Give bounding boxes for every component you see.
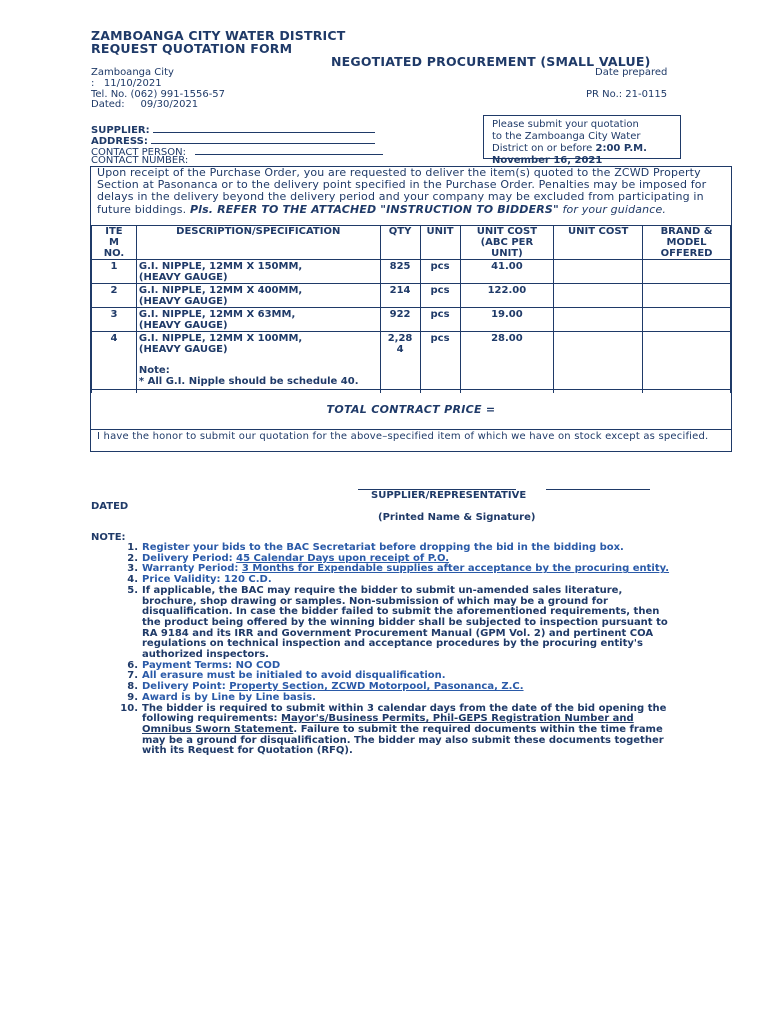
item-no-cell: 3 bbox=[92, 308, 137, 332]
qty-cell: 2,28 4 bbox=[380, 332, 420, 394]
description-cell: G.I. NIPPLE, 12MM X 100MM, (HEAVY GAUGE) Note: * All G.I. Nipple should be schedule 40. bbox=[136, 332, 380, 394]
qty-cell: 922 bbox=[380, 308, 420, 332]
dated-line bbox=[91, 99, 198, 110]
contact-person-blank[interactable] bbox=[195, 145, 383, 155]
header-description: DESCRIPTION/SPECIFICATION bbox=[136, 226, 380, 260]
header-qty: QTY bbox=[380, 226, 420, 260]
notice-line-2: to the Zamboanga City Water bbox=[492, 131, 641, 142]
note-item: 3. Warranty Period: 3 Months for Expendable supplies after acceptance by the procuring entity. bbox=[127, 563, 670, 575]
date-line bbox=[91, 78, 162, 89]
item-no-cell: 2 bbox=[92, 284, 137, 308]
procurement-type: NEGOTIATED PROCUREMENT (SMALL VALUE) bbox=[331, 54, 651, 69]
honor-statement: I have the honor to submit our quotation for the above–specified item of which we have on stock except as specified. bbox=[91, 429, 731, 443]
table-header-row bbox=[92, 226, 731, 260]
table-row bbox=[92, 332, 731, 394]
unit-cost-cell[interactable] bbox=[554, 308, 643, 332]
supplier-blank[interactable] bbox=[153, 123, 375, 133]
contact-person-label: CONTACT PERSON: bbox=[91, 147, 186, 158]
description-cell: G.I. NIPPLE, 12MM X 400MM, (HEAVY GAUGE) bbox=[136, 284, 380, 308]
address-blank[interactable] bbox=[151, 134, 375, 144]
unit-cell: pcs bbox=[420, 332, 460, 394]
dated-label: Dated: bbox=[91, 99, 125, 110]
tel-number: Tel. No. (062) 991-1556-57 bbox=[91, 89, 226, 100]
qty-cell: 214 bbox=[380, 284, 420, 308]
notice-line-1: Please submit your quotation bbox=[492, 119, 639, 130]
table-row bbox=[92, 308, 731, 332]
description-cell: G.I. NIPPLE, 12MM X 150MM, (HEAVY GAUGE) bbox=[136, 260, 380, 284]
header-item-no: ITE M NO. bbox=[92, 226, 137, 260]
contact-number-field[interactable] bbox=[91, 155, 188, 166]
city: Zamboanga City bbox=[91, 67, 174, 78]
brand-cell[interactable] bbox=[643, 260, 731, 284]
note-heading: Note: bbox=[138, 365, 170, 376]
note-item: 4. Price Validity: 120 C.D. bbox=[127, 574, 272, 586]
note-item: 7. All erasure must be initialed to avoid disqualification. bbox=[127, 670, 446, 682]
notice-line-4: November 16, 2021 bbox=[492, 155, 603, 166]
brand-cell[interactable] bbox=[643, 308, 731, 332]
abc-cell: 122.00 bbox=[460, 284, 554, 308]
unit-cell: pcs bbox=[420, 308, 460, 332]
notice-line-3: District on or before 2:00 P.M. bbox=[492, 143, 647, 154]
table-row bbox=[92, 284, 731, 308]
supplier-representative-label: SUPPLIER/REPRESENTATIVE bbox=[371, 490, 527, 501]
item-no-cell: 4 bbox=[92, 332, 137, 394]
qty-cell: 825 bbox=[380, 260, 420, 284]
total-contract-price-label: TOTAL CONTRACT PRICE = bbox=[326, 403, 496, 416]
contact-number-label: CONTACT NUMBER: bbox=[91, 155, 189, 166]
header-unit: UNIT bbox=[420, 226, 460, 260]
org-title: ZAMBOANGA CITY WATER DISTRICT bbox=[91, 28, 346, 43]
quotation-table-box bbox=[90, 166, 732, 452]
signature-line-2 bbox=[546, 489, 650, 490]
date-colon: : bbox=[91, 78, 95, 89]
note-item: 8. Delivery Point: Property Section, ZCWD Motorpool, Pasonanca, Z.C. bbox=[127, 681, 524, 693]
submission-notice-box bbox=[483, 115, 681, 166]
note-item: 5. If applicable, the BAC may require the bidder to submit un-amended sales literature, brochure, shop drawing or samples. Non-submission of which may be a ground for disqualification. In case the bidder failed to submit the aforementioned requirements, then the product being offered by the winning bidder shall be subjected to inspection pursuant to RA 9184 and its IRR and Government Procurement Manual (GPM Vol. 2) and pertinent COA regulations on technical inspection and acceptance procedures by the procuring entity's authorized inspectors. bbox=[127, 584, 668, 661]
note-item: 9. Award is by Line by Line basis. bbox=[127, 691, 316, 703]
dated-value: 09/30/2021 bbox=[140, 99, 199, 110]
total-row bbox=[91, 389, 731, 430]
date-value: 11/10/2021 bbox=[103, 78, 162, 89]
header-abc: UNIT COST (ABC PER UNIT) bbox=[460, 226, 554, 260]
unit-cell: pcs bbox=[420, 260, 460, 284]
unit-cost-cell[interactable] bbox=[554, 284, 643, 308]
abc-cell: 19.00 bbox=[460, 308, 554, 332]
items-table bbox=[91, 225, 731, 393]
brand-cell[interactable] bbox=[643, 332, 731, 394]
note-item: 10. The bidder is required to submit within 3 calendar days from the date of the bid opening the following requirements: Mayor's/Business Permits, Phil-GEPS Registration Number and Omnibus Sworn Statement. Failure to submit the required documents within the time frame may be a ground for disqualification. The bidder may also submit these documents together with its Request for Quotation (RFQ). bbox=[120, 702, 667, 757]
unit-cost-cell[interactable] bbox=[554, 332, 643, 394]
printed-name-label: (Printed Name & Signature) bbox=[378, 512, 536, 523]
unit-cost-cell[interactable] bbox=[554, 260, 643, 284]
intro-paragraph: Upon receipt of the Purchase Order, you are requested to deliver the item(s) quoted to the ZCWD Property Section at Pasonanca or to the delivery point specified in the Purchase Order. Penalties may be imposed for delays in the delivery beyond the delivery period and your company may be excluded from participating in future biddings. Pls. REFER TO THE ATTACHED "INSTRUCTION TO BIDDERS" for your guidance. bbox=[97, 166, 707, 216]
unit-cell: pcs bbox=[420, 284, 460, 308]
note-label: NOTE: bbox=[91, 532, 126, 543]
pr-number: PR No.: 21-0115 bbox=[586, 89, 668, 100]
brand-cell[interactable] bbox=[643, 284, 731, 308]
note-list bbox=[118, 543, 678, 757]
dated-signature-label: DATED bbox=[91, 501, 129, 512]
note-item: 2. Delivery Period: 45 Calendar Days upon receipt of P.O. bbox=[127, 552, 450, 564]
note-item: 1. Register your bids to the BAC Secretariat before dropping the bid in the bidding box. bbox=[127, 542, 624, 553]
date-prepared: Date prepared bbox=[595, 67, 668, 78]
note-item: 6. Payment Terms: NO COD bbox=[127, 659, 281, 671]
abc-cell: 28.00 bbox=[460, 332, 554, 394]
note-text: * All G.I. Nipple should be schedule 40. bbox=[138, 376, 359, 387]
abc-cell: 41.00 bbox=[460, 260, 554, 284]
form-title: REQUEST QUOTATION FORM bbox=[91, 41, 293, 56]
header-brand: BRAND & MODEL OFFERED bbox=[643, 226, 731, 260]
supplier-label: SUPPLIER: bbox=[91, 125, 150, 136]
address-label: ADDRESS: bbox=[91, 136, 148, 147]
description-cell: G.I. NIPPLE, 12MM X 63MM, (HEAVY GAUGE) bbox=[136, 308, 380, 332]
header-unit-cost: UNIT COST bbox=[554, 226, 643, 260]
item-no-cell: 1 bbox=[92, 260, 137, 284]
table-row bbox=[92, 260, 731, 284]
